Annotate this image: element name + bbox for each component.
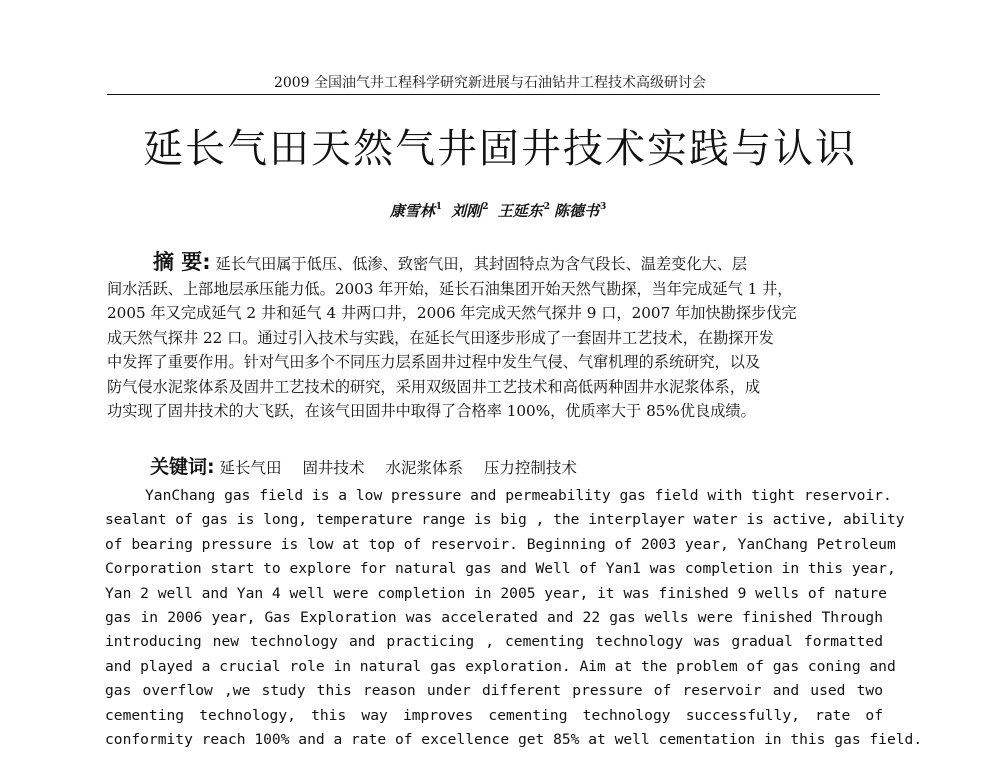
abstract-label: 摘 要: — [153, 250, 211, 274]
english-line: and played a crucial role in natural gas exploration. Aim at the problem of gas coning and — [105, 657, 896, 675]
abstract-line: 2005 年又完成延气 2 井和延气 4 井两口井，2006 年完成天然气探井 9 口，2007 年加快勘探步伐完 — [107, 304, 797, 322]
abstract-line — [107, 250, 883, 277]
english-abstract — [105, 484, 923, 752]
author-name: 刘刚 — [451, 202, 482, 220]
conference-header: 2009 全国油气井工程科学研究新进展与石油钻井工程技术高级研讨会 — [273, 75, 707, 91]
english-line: sealant of gas is long, temperature range is big , the interplayer water is active, ability — [105, 511, 905, 529]
keyword: 延长气田 — [219, 459, 282, 477]
keywords — [150, 455, 880, 480]
abstract-line: 功实现了固井技术的大飞跃，在该气田固井中取得了合格率 100%，优质率大于 85%优良成绩。 — [107, 402, 756, 420]
keywords-label: 关键词: — [150, 456, 215, 478]
english-line: gas in 2006 year, Gas Exploration was accelerated and 22 gas wells were finished Through — [105, 609, 883, 627]
author-affiliation: 2 — [482, 202, 489, 212]
english-line: YanChang gas field is a low pressure and permeability gas field with tight reservoir. — [145, 487, 892, 504]
abstract-line: 防气侵水泥浆体系及固井工艺技术的研究，采用双级固井工艺技术和高低两种固井水泥浆体系，成 — [107, 377, 761, 396]
author-list — [0, 200, 1000, 222]
abstract-line: 成天然气探井 22 口。通过引入技术与实践，在延长气田逐步形成了一套固井工艺技术，在勘探开发 — [107, 328, 774, 347]
keyword: 固井技术 — [302, 459, 365, 477]
author-affiliation: 1 — [435, 202, 442, 212]
author-affiliation: 2 — [543, 202, 551, 212]
author-name: 王延东 — [497, 202, 543, 220]
chinese-abstract — [107, 250, 883, 424]
author-affiliation: 3 — [600, 202, 607, 212]
english-line: Corporation start to explore for natural gas and Well of Yan1 was completion in this year, — [105, 560, 896, 578]
english-line: Yan 2 well and Yan 4 well were completion in 2005 year, it was finished 9 wells of nature — [105, 584, 887, 602]
author-name: 康雪林 — [389, 202, 435, 220]
english-line: gas overflow ,we study this reason under different pressure of reservoir and used two — [105, 682, 883, 700]
keyword: 水泥浆体系 — [385, 459, 463, 477]
author-name: 陈德书 — [554, 202, 600, 220]
english-line: of bearing pressure is low at top of reservoir. Beginning of 2003 year, YanChang Petroleum — [105, 535, 896, 553]
english-line: cementing technology, this way improves cementing technology successfully, rate of — [105, 706, 883, 724]
english-line: introducing new technology and practicing , cementing technology was gradual formatted — [105, 633, 883, 651]
keyword: 压力控制技术 — [483, 459, 577, 477]
abstract-line: 中发挥了重要作用。针对气田多个不同压力层系固井过程中发生气侵、气窜机理的系统研究，以及 — [107, 353, 761, 371]
abstract-line: 间水活跃、上部地层承压能力低。2003 年开始，延长石油集团开始天然气勘探，当年完成延气 1 井， — [107, 279, 793, 298]
abstract-text: 延长气田属于低压、低渗、致密气田，其封固特点为含气段长、温差变化大、层 — [215, 255, 748, 273]
english-line: conformity reach 100% and a rate of excellence get 85% at well cementation in this gas field. — [105, 731, 923, 749]
paper-title: 延长气田天然气井固井技术实践与认识 — [143, 126, 857, 172]
